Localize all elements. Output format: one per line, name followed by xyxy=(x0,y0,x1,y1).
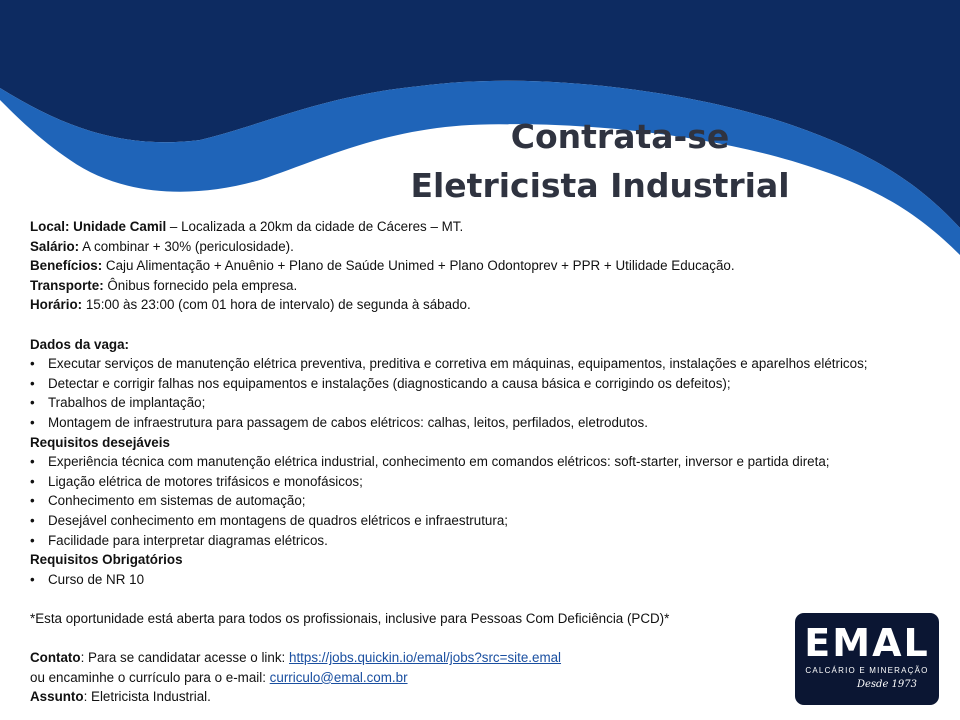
desejaveis-heading: Requisitos desejáveis xyxy=(30,434,170,450)
obrigatorios-list xyxy=(30,570,930,590)
bullet-icon: • xyxy=(30,571,35,587)
list-item xyxy=(30,393,930,413)
list-item-text: Ligação elétrica de motores trifásicos e monofásicos; xyxy=(48,473,363,489)
salario-text: A combinar + 30% (periculosidade). xyxy=(79,238,294,254)
list-item-text: Montagem de infraestrutura para passagem de cabos elétricos: calhas, leitos, perfilados, eletrodutos. xyxy=(48,414,648,430)
horario-text: 15:00 às 23:00 (com 01 hora de intervalo) de segunda à sábado. xyxy=(82,297,471,313)
dados-vaga-heading: Dados da vaga: xyxy=(30,336,129,352)
subject-label: Assunto xyxy=(30,689,84,705)
bullet-icon: • xyxy=(30,473,35,489)
dados-vaga-list xyxy=(30,354,930,432)
list-item-text: Executar serviços de manutenção elétrica preventiva, preditiva e corretiva em máquinas, equipamentos, instalações e aparelhos elétricos; xyxy=(48,356,868,372)
spacer xyxy=(30,589,930,609)
salario-line xyxy=(30,237,930,257)
list-item-text: Trabalhos de implantação; xyxy=(48,395,206,411)
transporte-text: Ônibus fornecido pela empresa. xyxy=(103,277,298,293)
list-item xyxy=(30,491,930,511)
beneficios-label: Benefícios: xyxy=(30,258,103,274)
subject-text: : Eletricista Industrial. xyxy=(83,689,211,705)
contact-text: : Para se candidatar acesse o link: xyxy=(80,650,289,666)
list-item xyxy=(30,531,930,551)
local-unit: Unidade Camil xyxy=(73,219,167,234)
local-text: – Localizada a 20km da cidade de Cáceres – MT. xyxy=(166,219,464,234)
pcd-note: *Esta oportunidade está aberta para todos os profissionais, inclusive para Pessoas Com Deficiência (PCD)* xyxy=(30,610,670,626)
list-item-text: Facilidade para interpretar diagramas elétricos. xyxy=(48,532,328,548)
horario-line xyxy=(30,295,930,315)
transporte-line xyxy=(30,276,930,296)
transporte-label: Transporte: xyxy=(30,277,104,293)
list-item xyxy=(30,354,918,374)
beneficios-line xyxy=(30,256,930,276)
bullet-icon: • xyxy=(30,454,35,470)
bullet-icon: • xyxy=(30,375,35,391)
job-title-line1: Contrata-se xyxy=(510,117,730,156)
bullet-icon: • xyxy=(30,395,35,411)
bullet-icon: • xyxy=(30,532,35,548)
salario-label: Salário: xyxy=(30,238,80,254)
list-item xyxy=(30,511,930,531)
job-title-line2: Eletricista Industrial xyxy=(410,166,790,205)
list-item-text: Desejável conhecimento em montagens de quadros elétricos e infraestrutura; xyxy=(48,512,508,528)
logo-mark: EMAL xyxy=(804,621,930,665)
bullet-icon: • xyxy=(30,356,35,372)
list-item xyxy=(30,472,930,492)
local-label: Local: xyxy=(30,219,70,234)
spacer xyxy=(30,315,930,335)
application-link[interactable]: https://jobs.quickin.io/emal/jobs?src=site.emal xyxy=(289,650,562,666)
obrigatorios-heading: Requisitos Obrigatórios xyxy=(30,552,183,568)
email-link[interactable]: curriculo@emal.com.br xyxy=(269,669,408,685)
logo-tagline: CALCÁRIO E MINERAÇÃO xyxy=(805,666,929,675)
list-item-text: Experiência técnica com manutenção elétrica industrial, conhecimento em comandos elétricos: soft-starter, inversor e partida direta; xyxy=(48,454,830,470)
list-item xyxy=(30,570,930,590)
bullet-icon: • xyxy=(30,493,35,509)
bullet-icon: • xyxy=(30,414,35,430)
horario-label: Horário: xyxy=(30,297,83,313)
contact-label: Contato xyxy=(30,650,81,666)
list-item xyxy=(30,374,930,394)
list-item xyxy=(30,452,930,472)
beneficios-text: Caju Alimentação + Anuênio + Plano de Saúde Unimed + Plano Odontoprev + PPR + Utilidade Educação. xyxy=(102,258,735,274)
bullet-icon: • xyxy=(30,512,35,528)
email-text: ou encaminhe o currículo para o e-mail: xyxy=(30,669,270,685)
list-item-text: Curso de NR 10 xyxy=(48,571,145,587)
local-line xyxy=(30,217,930,237)
list-item-text: Conhecimento em sistemas de automação; xyxy=(48,493,306,509)
list-item-text: Detectar e corrigir falhas nos equipamentos e instalações (diagnosticando a causa básica e corrigindo os defeitos); xyxy=(48,375,731,391)
desejaveis-list xyxy=(30,452,930,550)
logo-since: Desde 1973 xyxy=(856,679,917,690)
emal-logo xyxy=(795,613,939,705)
list-item xyxy=(30,413,930,433)
